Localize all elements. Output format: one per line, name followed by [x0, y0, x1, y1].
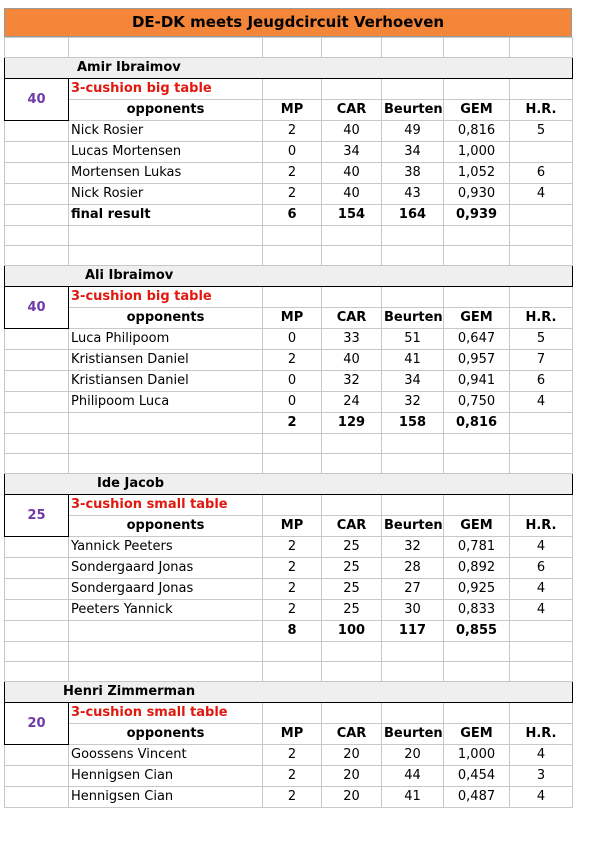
- column-header-hr: H.R.: [510, 308, 573, 329]
- empty-cell: [444, 434, 510, 454]
- table-row: [5, 600, 573, 621]
- empty-cell: [5, 350, 69, 371]
- table-row: [5, 329, 573, 350]
- stat-cell: 2: [263, 163, 322, 184]
- stat-cell: 6: [510, 371, 573, 392]
- opponent-name: Lucas Mortensen: [69, 142, 263, 163]
- total-row: [5, 413, 573, 434]
- stat-cell: 20: [322, 787, 382, 808]
- column-header-gem: GEM: [444, 724, 510, 745]
- stat-cell: 24: [322, 392, 382, 413]
- stat-cell: 3: [510, 766, 573, 787]
- stat-cell: 0,454: [444, 766, 510, 787]
- stat-cell: 0,833: [444, 600, 510, 621]
- stat-cell: 0,930: [444, 184, 510, 205]
- player-name: Amir Ibraimov: [5, 58, 573, 79]
- stat-cell: 1,000: [444, 142, 510, 163]
- total-cell: 158: [382, 413, 444, 434]
- stat-cell: 25: [322, 537, 382, 558]
- stat-cell: 2: [263, 787, 322, 808]
- table-row: [5, 371, 573, 392]
- empty-cell: [5, 392, 69, 413]
- empty-cell: [322, 79, 382, 100]
- total-label: final result: [69, 205, 263, 226]
- stat-cell: 2: [263, 121, 322, 142]
- opponent-name: Kristiansen Daniel: [69, 371, 263, 392]
- table-row: [5, 558, 573, 579]
- empty-cell: [382, 662, 444, 682]
- empty-cell: [510, 79, 573, 100]
- stat-cell: 0,816: [444, 121, 510, 142]
- stat-cell: 41: [382, 787, 444, 808]
- empty-cell: [510, 454, 573, 474]
- empty-cell: [69, 246, 263, 266]
- total-cell: 6: [263, 205, 322, 226]
- total-cell: 117: [382, 621, 444, 642]
- empty-cell: [322, 38, 382, 58]
- stat-cell: 0,957: [444, 350, 510, 371]
- empty-cell: [322, 226, 382, 246]
- player-rank: 20: [5, 703, 69, 745]
- stat-cell: 4: [510, 745, 573, 766]
- stat-cell: 0,781: [444, 537, 510, 558]
- column-header-row: [5, 516, 573, 537]
- column-header-gem: GEM: [444, 516, 510, 537]
- table-row: [5, 579, 573, 600]
- empty-cell: [510, 662, 573, 682]
- empty-cell: [69, 226, 263, 246]
- total-row: [5, 205, 573, 226]
- category-row: [5, 287, 573, 308]
- empty-cell: [382, 38, 444, 58]
- opponent-name: Hennigsen Cian: [69, 766, 263, 787]
- empty-cell: [322, 495, 382, 516]
- opponent-name: Philipoom Luca: [69, 392, 263, 413]
- stat-cell: 0,941: [444, 371, 510, 392]
- stat-cell: 2: [263, 600, 322, 621]
- stat-cell: 34: [382, 371, 444, 392]
- total-label: [69, 413, 263, 434]
- category-label: 3-cushion big table: [69, 79, 263, 100]
- sheet-title: DE-DK meets Jeugdcircuit Verhoeven: [4, 8, 572, 37]
- empty-cell: [322, 434, 382, 454]
- empty-cell: [510, 38, 573, 58]
- stat-cell: 34: [382, 142, 444, 163]
- column-header-car: CAR: [322, 308, 382, 329]
- empty-cell: [510, 246, 573, 266]
- stat-cell: 2: [263, 350, 322, 371]
- spacer-row: [5, 454, 573, 474]
- empty-cell: [69, 434, 263, 454]
- stat-cell: 6: [510, 163, 573, 184]
- table-row: [5, 184, 573, 205]
- table-row: [5, 392, 573, 413]
- stat-cell: 38: [382, 163, 444, 184]
- empty-cell: [263, 454, 322, 474]
- empty-cell: [444, 642, 510, 662]
- empty-cell: [5, 184, 69, 205]
- empty-cell: [444, 662, 510, 682]
- spacer-row: [5, 226, 573, 246]
- player-name-row: [5, 266, 573, 287]
- empty-cell: [382, 226, 444, 246]
- stat-cell: 4: [510, 537, 573, 558]
- stat-cell: 5: [510, 121, 573, 142]
- stat-cell: 43: [382, 184, 444, 205]
- category-row: [5, 79, 573, 100]
- column-header-car: CAR: [322, 100, 382, 121]
- table-row: [5, 787, 573, 808]
- opponent-name: Sondergaard Jonas: [69, 579, 263, 600]
- empty-cell: [263, 246, 322, 266]
- stat-cell: 40: [322, 121, 382, 142]
- stat-cell: 2: [263, 537, 322, 558]
- empty-cell: [5, 329, 69, 350]
- column-header-row: [5, 724, 573, 745]
- empty-cell: [5, 246, 69, 266]
- column-header-beurten: Beurten: [382, 100, 444, 121]
- empty-cell: [69, 454, 263, 474]
- opponent-name: Nick Rosier: [69, 121, 263, 142]
- total-cell: 0,855: [444, 621, 510, 642]
- stat-cell: 51: [382, 329, 444, 350]
- column-header-beurten: Beurten: [382, 724, 444, 745]
- spacer-row: [5, 662, 573, 682]
- stat-cell: 40: [322, 163, 382, 184]
- empty-cell: [263, 495, 322, 516]
- empty-cell: [444, 246, 510, 266]
- player-name: Ide Jacob: [5, 474, 573, 495]
- stat-cell: 4: [510, 787, 573, 808]
- column-header-hr: H.R.: [510, 100, 573, 121]
- spacer-row: [5, 642, 573, 662]
- column-header-mp: MP: [263, 308, 322, 329]
- column-header-mp: MP: [263, 516, 322, 537]
- empty-cell: [263, 434, 322, 454]
- stat-cell: 0: [263, 329, 322, 350]
- stat-cell: 20: [322, 766, 382, 787]
- column-header-beurten: Beurten: [382, 516, 444, 537]
- player-name-row: [5, 682, 573, 703]
- total-cell: 0,939: [444, 205, 510, 226]
- score-sheet: [4, 8, 572, 808]
- opponent-name: Goossens Vincent: [69, 745, 263, 766]
- empty-cell: [322, 287, 382, 308]
- stat-cell: 0,925: [444, 579, 510, 600]
- results-table: [4, 37, 573, 808]
- stat-cell: 20: [382, 745, 444, 766]
- empty-cell: [69, 642, 263, 662]
- player-rank: 25: [5, 495, 69, 537]
- column-header-row: [5, 308, 573, 329]
- player-name-row: [5, 474, 573, 495]
- empty-cell: [5, 579, 69, 600]
- empty-cell: [510, 434, 573, 454]
- empty-cell: [322, 703, 382, 724]
- column-header-row: [5, 100, 573, 121]
- total-cell: [510, 413, 573, 434]
- stat-cell: 4: [510, 392, 573, 413]
- empty-cell: [5, 38, 69, 58]
- column-header-gem: GEM: [444, 308, 510, 329]
- empty-cell: [5, 142, 69, 163]
- empty-cell: [5, 662, 69, 682]
- opponent-name: Hennigsen Cian: [69, 787, 263, 808]
- empty-cell: [69, 38, 263, 58]
- stat-cell: 7: [510, 350, 573, 371]
- stat-cell: 34: [322, 142, 382, 163]
- empty-cell: [69, 662, 263, 682]
- stat-cell: 5: [510, 329, 573, 350]
- table-row: [5, 537, 573, 558]
- stat-cell: 0,647: [444, 329, 510, 350]
- stat-cell: 20: [322, 745, 382, 766]
- stat-cell: 2: [263, 745, 322, 766]
- column-header-mp: MP: [263, 100, 322, 121]
- category-label: 3-cushion small table: [69, 495, 263, 516]
- table-row: [5, 766, 573, 787]
- empty-cell: [510, 287, 573, 308]
- table-row: [5, 745, 573, 766]
- empty-cell: [5, 537, 69, 558]
- empty-cell: [5, 371, 69, 392]
- empty-cell: [382, 246, 444, 266]
- empty-cell: [263, 703, 322, 724]
- stat-cell: 6: [510, 558, 573, 579]
- opponent-name: Luca Philipoom: [69, 329, 263, 350]
- opponent-name: Sondergaard Jonas: [69, 558, 263, 579]
- column-header-beurten: Beurten: [382, 308, 444, 329]
- empty-cell: [510, 703, 573, 724]
- stat-cell: 32: [382, 392, 444, 413]
- stat-cell: 28: [382, 558, 444, 579]
- column-header-car: CAR: [322, 724, 382, 745]
- player-name: Henri Zimmerman: [5, 682, 573, 703]
- stat-cell: 32: [382, 537, 444, 558]
- category-label: 3-cushion small table: [69, 703, 263, 724]
- empty-cell: [382, 495, 444, 516]
- opponent-name: Mortensen Lukas: [69, 163, 263, 184]
- opponent-name: Nick Rosier: [69, 184, 263, 205]
- empty-cell: [263, 38, 322, 58]
- stat-cell: 44: [382, 766, 444, 787]
- column-header-opponents: opponents: [69, 724, 263, 745]
- column-header-car: CAR: [322, 516, 382, 537]
- empty-cell: [5, 454, 69, 474]
- empty-cell: [263, 642, 322, 662]
- empty-cell: [382, 454, 444, 474]
- stat-cell: 0: [263, 142, 322, 163]
- stat-cell: [510, 142, 573, 163]
- empty-cell: [5, 766, 69, 787]
- stat-cell: 2: [263, 766, 322, 787]
- stat-cell: 40: [322, 350, 382, 371]
- total-cell: [510, 621, 573, 642]
- empty-cell: [382, 79, 444, 100]
- category-row: [5, 703, 573, 724]
- empty-cell: [444, 79, 510, 100]
- stat-cell: 4: [510, 579, 573, 600]
- spacer-row: [5, 246, 573, 266]
- opponent-name: Yannick Peeters: [69, 537, 263, 558]
- table-row: [5, 121, 573, 142]
- stat-cell: 49: [382, 121, 444, 142]
- empty-cell: [444, 287, 510, 308]
- total-cell: [510, 205, 573, 226]
- empty-cell: [263, 662, 322, 682]
- stat-cell: 0: [263, 392, 322, 413]
- stat-cell: 1,052: [444, 163, 510, 184]
- stat-cell: 2: [263, 184, 322, 205]
- stat-cell: 2: [263, 579, 322, 600]
- table-row: [5, 350, 573, 371]
- stat-cell: 27: [382, 579, 444, 600]
- stat-cell: 0,750: [444, 392, 510, 413]
- empty-cell: [322, 662, 382, 682]
- total-cell: 164: [382, 205, 444, 226]
- opponent-name: Kristiansen Daniel: [69, 350, 263, 371]
- column-header-gem: GEM: [444, 100, 510, 121]
- column-header-opponents: opponents: [69, 516, 263, 537]
- stat-cell: 0: [263, 371, 322, 392]
- total-label: [69, 621, 263, 642]
- spacer-row: [5, 434, 573, 454]
- empty-cell: [444, 226, 510, 246]
- empty-cell: [5, 434, 69, 454]
- empty-cell: [510, 226, 573, 246]
- stat-cell: 40: [322, 184, 382, 205]
- stat-cell: 41: [382, 350, 444, 371]
- empty-cell: [444, 495, 510, 516]
- column-header-hr: H.R.: [510, 724, 573, 745]
- category-label: 3-cushion big table: [69, 287, 263, 308]
- player-rank: 40: [5, 79, 69, 121]
- total-cell: 2: [263, 413, 322, 434]
- empty-cell: [5, 787, 69, 808]
- empty-cell: [5, 621, 69, 642]
- stat-cell: 25: [322, 579, 382, 600]
- table-row: [5, 142, 573, 163]
- empty-cell: [444, 454, 510, 474]
- empty-cell: [322, 642, 382, 662]
- total-cell: 8: [263, 621, 322, 642]
- empty-cell: [5, 600, 69, 621]
- column-header-opponents: opponents: [69, 308, 263, 329]
- category-row: [5, 495, 573, 516]
- stat-cell: 4: [510, 600, 573, 621]
- empty-cell: [5, 163, 69, 184]
- empty-cell: [322, 454, 382, 474]
- stat-cell: 2: [263, 558, 322, 579]
- empty-cell: [5, 745, 69, 766]
- empty-cell: [382, 287, 444, 308]
- empty-cell: [263, 226, 322, 246]
- player-rank: 40: [5, 287, 69, 329]
- stat-cell: 1,000: [444, 745, 510, 766]
- empty-cell: [382, 642, 444, 662]
- empty-cell: [5, 413, 69, 434]
- empty-cell: [5, 205, 69, 226]
- total-cell: 100: [322, 621, 382, 642]
- stat-cell: 0,487: [444, 787, 510, 808]
- empty-cell: [263, 287, 322, 308]
- empty-cell: [382, 434, 444, 454]
- opponent-name: Peeters Yannick: [69, 600, 263, 621]
- column-header-hr: H.R.: [510, 516, 573, 537]
- empty-cell: [5, 121, 69, 142]
- empty-cell: [5, 558, 69, 579]
- column-header-mp: MP: [263, 724, 322, 745]
- spacer-row: [5, 38, 573, 58]
- total-cell: 154: [322, 205, 382, 226]
- stat-cell: 25: [322, 600, 382, 621]
- stat-cell: 0,892: [444, 558, 510, 579]
- stat-cell: 33: [322, 329, 382, 350]
- empty-cell: [263, 79, 322, 100]
- empty-cell: [444, 38, 510, 58]
- empty-cell: [5, 226, 69, 246]
- player-name-row: [5, 58, 573, 79]
- empty-cell: [510, 495, 573, 516]
- column-header-opponents: opponents: [69, 100, 263, 121]
- stat-cell: 4: [510, 184, 573, 205]
- empty-cell: [382, 703, 444, 724]
- stat-cell: 30: [382, 600, 444, 621]
- total-cell: 129: [322, 413, 382, 434]
- total-row: [5, 621, 573, 642]
- stat-cell: 32: [322, 371, 382, 392]
- total-cell: 0,816: [444, 413, 510, 434]
- empty-cell: [444, 703, 510, 724]
- stat-cell: 25: [322, 558, 382, 579]
- empty-cell: [322, 246, 382, 266]
- empty-cell: [5, 642, 69, 662]
- table-row: [5, 163, 573, 184]
- empty-cell: [510, 642, 573, 662]
- player-name: Ali Ibraimov: [5, 266, 573, 287]
